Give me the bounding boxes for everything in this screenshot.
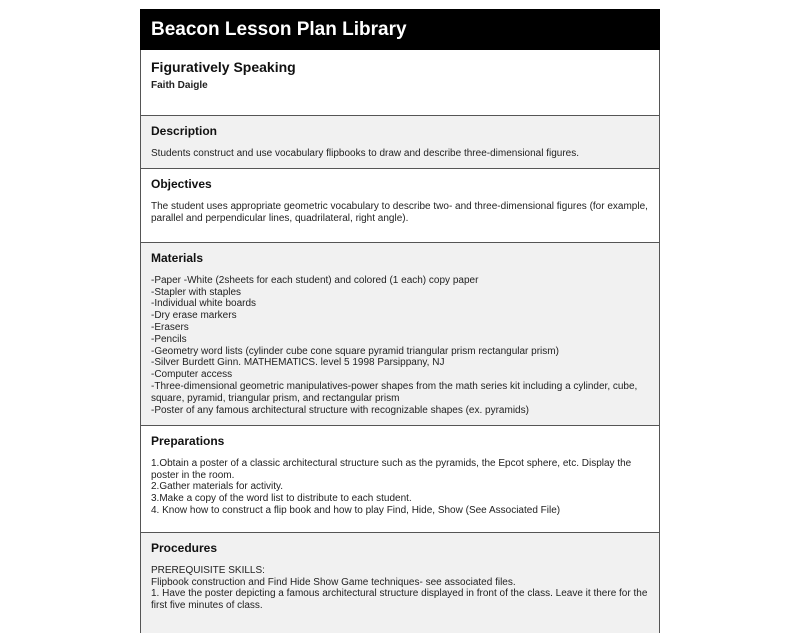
materials-item: -Paper -White (2sheets for each student) and colored (1 each) copy paper [151,274,479,286]
materials-item: -Three-dimensional geometric manipulatives-power shapes from the math series kit including a cylinder, cube, square, pyramid, triangular prism, and rectangular prism [151,380,638,404]
procedures-item: PREREQUISITE SKILLS: [151,564,265,576]
description-section [140,116,660,169]
procedures-section [140,533,660,633]
lesson-title: Figuratively Speaking [151,59,296,75]
preparations-item: 4. Know how to construct a flip book and how to play Find, Hide, Show (See Associated File) [151,504,561,516]
procedures-heading: Procedures [151,541,218,555]
site-title: Beacon Lesson Plan Library [151,19,407,40]
objectives-heading: Objectives [151,177,212,191]
materials-item: -Erasers [151,321,189,333]
materials-item: -Dry erase markers [151,310,237,322]
description-heading: Description [151,124,218,138]
description-text: Students construct and use vocabulary flipbooks to draw and describe three-dimensional figures. [151,147,580,159]
lesson-page [140,9,660,633]
materials-item: -Pencils [151,333,187,345]
materials-item: -Geometry word lists (cylinder cube cone square pyramid triangular prism rectangular prism) [151,345,559,357]
preparations-section [140,426,660,533]
site-banner [140,9,660,50]
preparations-item: 2.Gather materials for activity. [151,481,284,493]
preparations-heading: Preparations [151,434,225,448]
materials-item: -Individual white boards [151,298,257,310]
lesson-header [140,50,660,116]
materials-item: -Poster of any famous architectural structure with recognizable shapes (ex. pyramids) [151,404,529,416]
materials-section [140,243,660,426]
objectives-text: The student uses appropriate geometric vocabulary to describe two- and three-dimensional figures (for example, parallel and perpendicular lines, quadrilateral, right angle). [151,200,648,224]
procedures-item: Flipbook construction and Find Hide Show Game techniques- see associated files. [151,576,516,588]
materials-item: -Silver Burdett Ginn. MATHEMATICS. level 5 1998 Parsippany, NJ [151,357,445,369]
lesson-author: Faith Daigle [151,79,208,91]
materials-heading: Materials [151,251,204,265]
materials-item: -Computer access [151,369,233,381]
objectives-section [140,169,660,243]
preparations-item: 1.Obtain a poster of a classic architectural structure such as the pyramids, the Epcot sphere, etc. Display the poster in the room. [151,457,632,481]
materials-item: -Stapler with staples [151,286,242,298]
procedures-item: 1. Have the poster depicting a famous architectural structure displayed in front of the class. Leave it there for the first five minutes of class. [151,588,648,612]
preparations-item: 3.Make a copy of the word list to distribute to each student. [151,493,412,505]
